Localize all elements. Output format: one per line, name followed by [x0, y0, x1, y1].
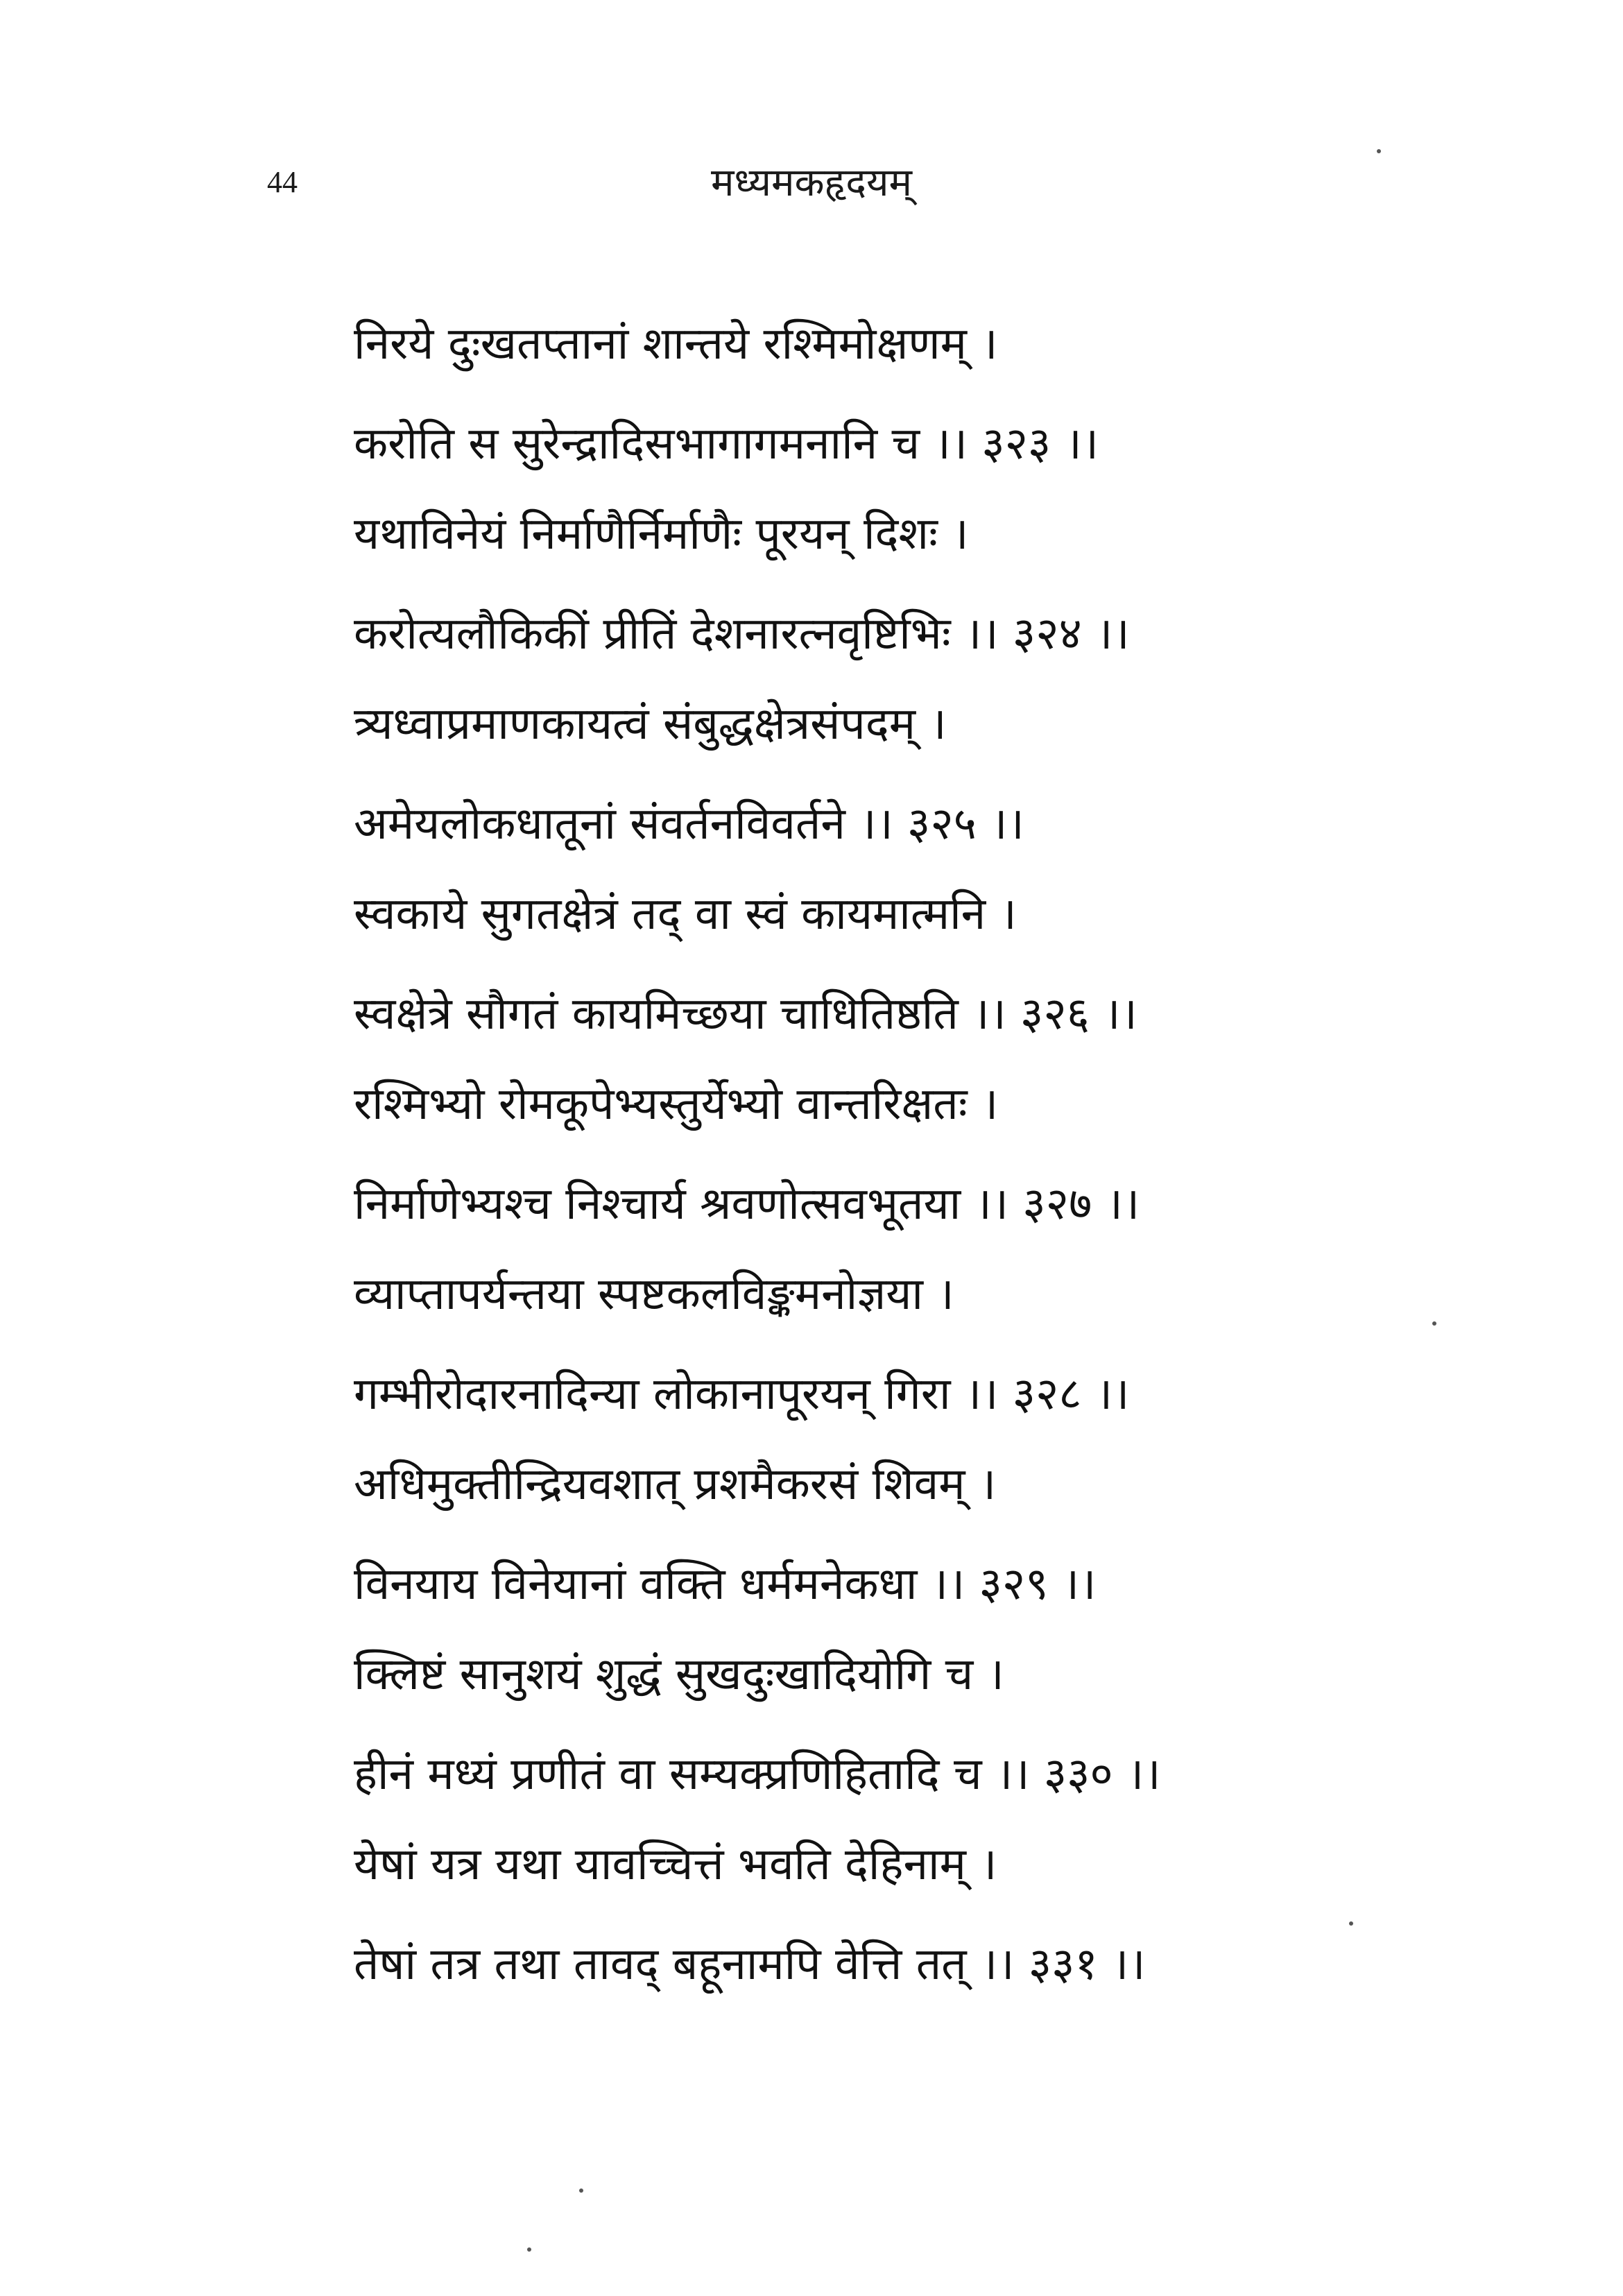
verse-line: क्लिष्टं सानुशयं शुद्धं सुखदुःखादियोगि च । [354, 1649, 1004, 1700]
scan-speck [527, 2247, 531, 2252]
verse-line: विनयाय विनेयानां वक्ति धर्ममनेकधा ।। ३२९ ।। [354, 1559, 1097, 1610]
verse-line: स्वक्षेत्रे सौगतं कायमिच्छया चाधितिष्ठति ।। ३२६ ।। [354, 988, 1137, 1040]
scan-speck [1377, 149, 1381, 153]
verse-line: निर्माणेभ्यश्च निश्चार्य श्रवणोत्सवभूतया ।। ३२७ ।। [354, 1179, 1140, 1230]
verse-327 [354, 1076, 1394, 1233]
verse-line: गम्भीरोदारनादिन्या लोकानापूरयन् गिरा ।। ३२८ ।। [354, 1369, 1130, 1420]
verse-line: तेषां तत्र तथा तावद् बहूनामपि वेत्ति तत् ।। ३३१ ।। [354, 1939, 1146, 1990]
verse-330 [354, 1646, 1394, 1803]
verse-line: स्वकाये सुगतक्षेत्रं तद् वा स्वं कायमात्मनि । [354, 889, 1017, 940]
verse-line: अमेयलोकधातूनां संवर्तनविवर्तने ।। ३२५ ।। [354, 798, 1024, 850]
verse-328 [354, 1266, 1394, 1423]
verse-line: हीनं मध्यं प्रणीतं वा सम्यक्प्रणिहितादि च ।। ३३० ।। [354, 1749, 1161, 1800]
scan-speck [1432, 1321, 1436, 1326]
verse-326 [354, 886, 1394, 1043]
verse-325 [354, 696, 1394, 853]
verse-line: त्र्यध्वाप्रमाणकायत्वं संबुद्धक्षेत्रसंपदम् । [354, 699, 947, 750]
verse-line: निरये दुःखतप्तानां शान्तये रश्मिमोक्षणम् । [354, 318, 998, 370]
verse-line: व्याप्तापर्यन्तया स्पष्टकलविङ्कमनोज्ञया । [354, 1269, 954, 1320]
page-number: 44 [267, 165, 298, 199]
scan-speck [579, 2188, 583, 2193]
running-head-title: मध्यमकहृदयम् [710, 160, 913, 205]
verse-331 [354, 1836, 1394, 1993]
verse-324 [354, 506, 1394, 662]
verse-line: करोति स सुरेन्द्रादिसभागागमनानि च ।। ३२३ ।। [354, 418, 1099, 470]
verse-line: येषां यत्र यथा यावच्चित्तं भवति देहिनाम् । [354, 1839, 997, 1890]
verse-list [354, 316, 1394, 2026]
verse-323 [354, 316, 1394, 472]
verse-line: यथाविनेयं निर्माणैर्निर्माणैः पूरयन् दिशः । [354, 508, 969, 560]
scan-speck [1349, 1921, 1353, 1926]
verse-line: करोत्यलौकिकीं प्रीतिं देशनारत्नवृष्टिभिः ।। ३२४ ।। [354, 608, 1130, 660]
verse-329 [354, 1456, 1394, 1613]
verse-line: रश्मिभ्यो रोमकूपेभ्यस्तुर्येभ्यो वान्तरिक्षतः । [354, 1079, 999, 1130]
verse-line: अधिमुक्तीन्द्रियवशात् प्रशमैकरसं शिवम् । [354, 1459, 997, 1510]
